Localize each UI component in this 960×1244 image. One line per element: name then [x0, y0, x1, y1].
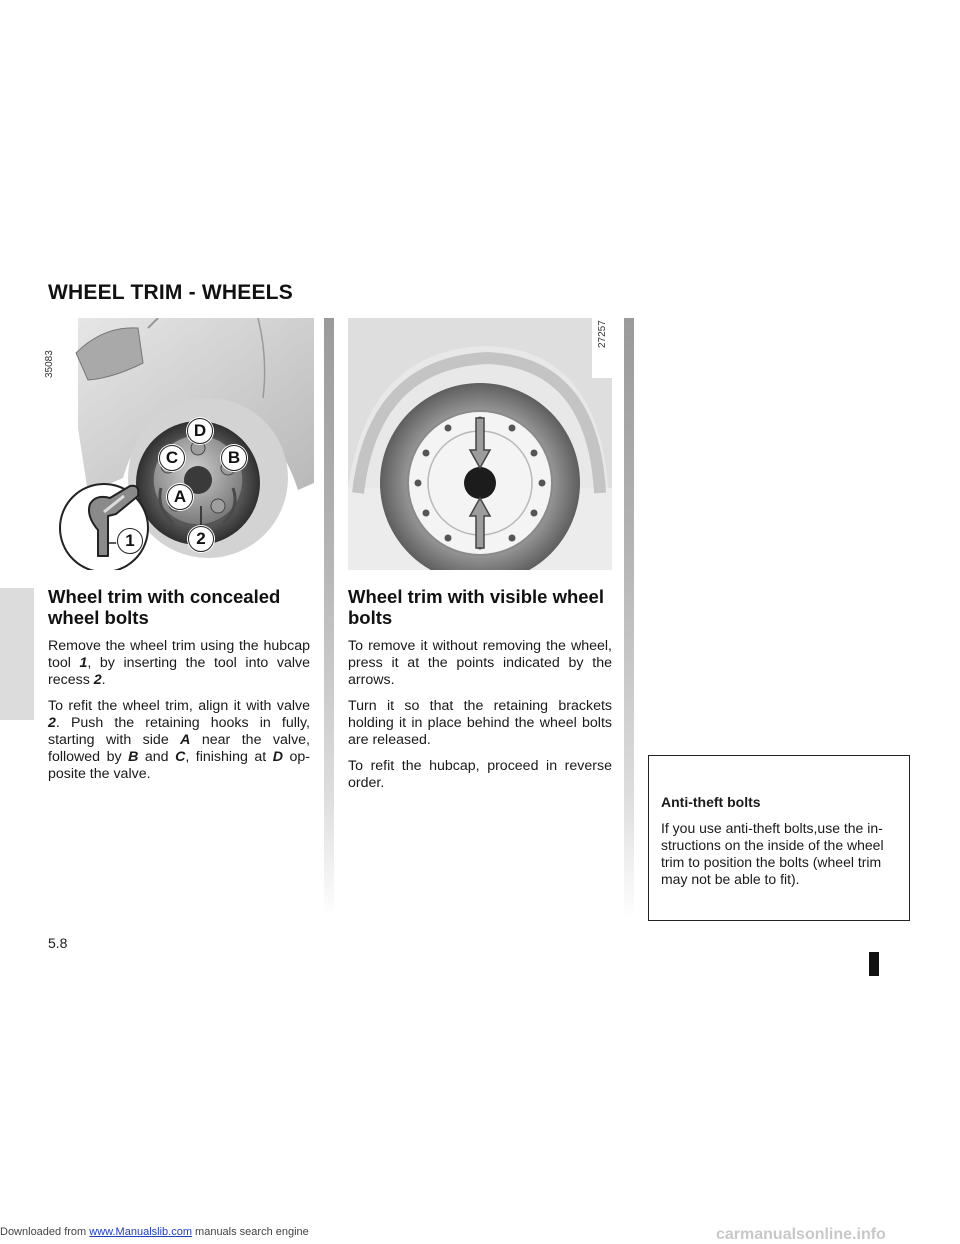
manualslib-link[interactable]: www.Manualslib.com	[89, 1226, 192, 1238]
visible-bolts-paragraph-1: To remove it without removing the wheel, press it at the points indicated by the arrows.	[348, 638, 612, 688]
concealed-bolts-paragraph-1: Remove the wheel trim using the hubcap tool 1, by inserting the tool into valve recess 2.	[48, 638, 310, 688]
figure-visible-bolts	[348, 318, 612, 570]
callout-c: C	[159, 445, 185, 471]
site-watermark: carmanualsonline.info	[716, 1226, 886, 1243]
right-text-column	[348, 586, 612, 801]
callout-1: 1	[117, 528, 143, 554]
anti-theft-info-box	[648, 755, 910, 921]
visible-bolts-paragraph-3: To refit the hubcap, proceed in reverse order.	[348, 758, 612, 791]
page-number: 5.8	[48, 935, 68, 951]
callout-d: D	[187, 418, 213, 444]
concealed-bolts-paragraph-2: To refit the wheel trim, align it with valve 2. Push the retaining hooks in fully, starting with side A near the valve, followed by B and C, finishing at D op-posite the valve.	[48, 698, 311, 782]
visible-bolts-paragraph-2: Turn it so that the retaining brackets holding it in place behind the wheel bolts are released.	[348, 698, 612, 748]
figure-code-left: 35083	[44, 350, 55, 378]
section-tab	[0, 588, 34, 720]
left-text-column	[48, 586, 310, 792]
wheel-trim-concealed-illustration	[58, 318, 314, 570]
callout-a: A	[167, 484, 193, 510]
column-divider-left	[324, 318, 334, 918]
concealed-bolts-heading: Wheel trim with concealed wheel bolts	[48, 586, 281, 628]
wheel-trim-visible-illustration	[348, 318, 612, 570]
figure-concealed-bolts	[58, 318, 314, 570]
page-end-marker	[869, 952, 879, 976]
page-title: WHEEL TRIM - WHEELS	[48, 281, 293, 304]
visible-bolts-heading: Wheel trim with visible wheel bolts	[348, 586, 604, 628]
callout-2: 2	[188, 526, 214, 552]
figure-code-right: 27257	[597, 320, 608, 348]
anti-theft-title: Anti-theft bolts	[661, 794, 761, 810]
download-notice: Downloaded from www.Manualslib.com manuals search engine	[0, 1226, 309, 1238]
column-divider-right	[624, 318, 634, 918]
anti-theft-text: If you use anti-theft bolts,use the in-structions on the inside of the wheel trim to position the bolts (wheel trim may not be able to fit).	[661, 820, 884, 887]
callout-b: B	[221, 445, 247, 471]
